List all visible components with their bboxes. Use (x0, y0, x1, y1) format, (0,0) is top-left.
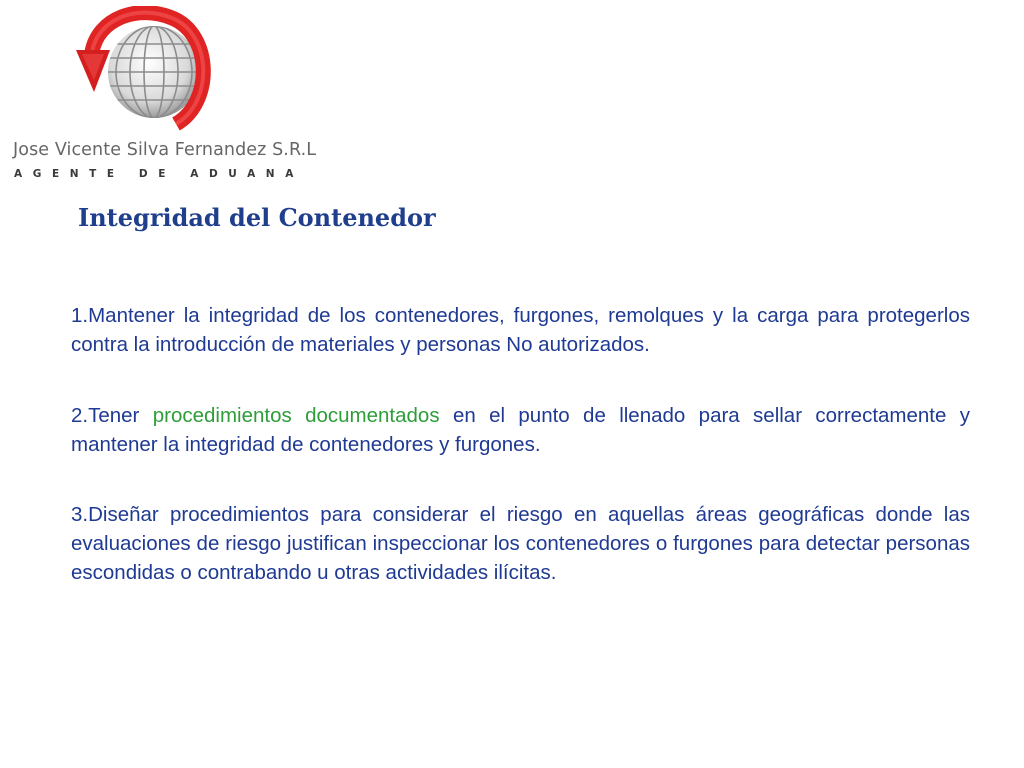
company-name: Jose Vicente Silva Fernandez S.R.L (13, 140, 317, 160)
slide-title: Integridad del Contenedor (78, 203, 436, 232)
point-2-highlight: procedimientos documentados (152, 404, 440, 427)
point-1: 1.Mantener la integridad de los contenedores, furgones, remolques y la carga para protegerlos contra la introducción de materiales y personas No autorizados. (71, 304, 970, 356)
company-logo (76, 6, 216, 140)
point-2-suffix: en el punto de llenado para sellar correctamente y mantener la integridad de contenedores y furgones. (71, 404, 971, 456)
point-3: 3.Diseñar procedimientos para considerar el riesgo en aquellas áreas geográficas donde las evaluaciones de riesgo justifican inspeccionar los contenedores o furgones para detectar personas escondidas o contrabando u otras actividades ilícitas. (71, 503, 970, 584)
globe-with-red-arrow-icon (76, 6, 216, 140)
point-2 (71, 401, 970, 459)
company-tagline: AGENTE DE ADUANA (14, 168, 304, 180)
point-2-prefix: 2.Tener (71, 404, 153, 427)
